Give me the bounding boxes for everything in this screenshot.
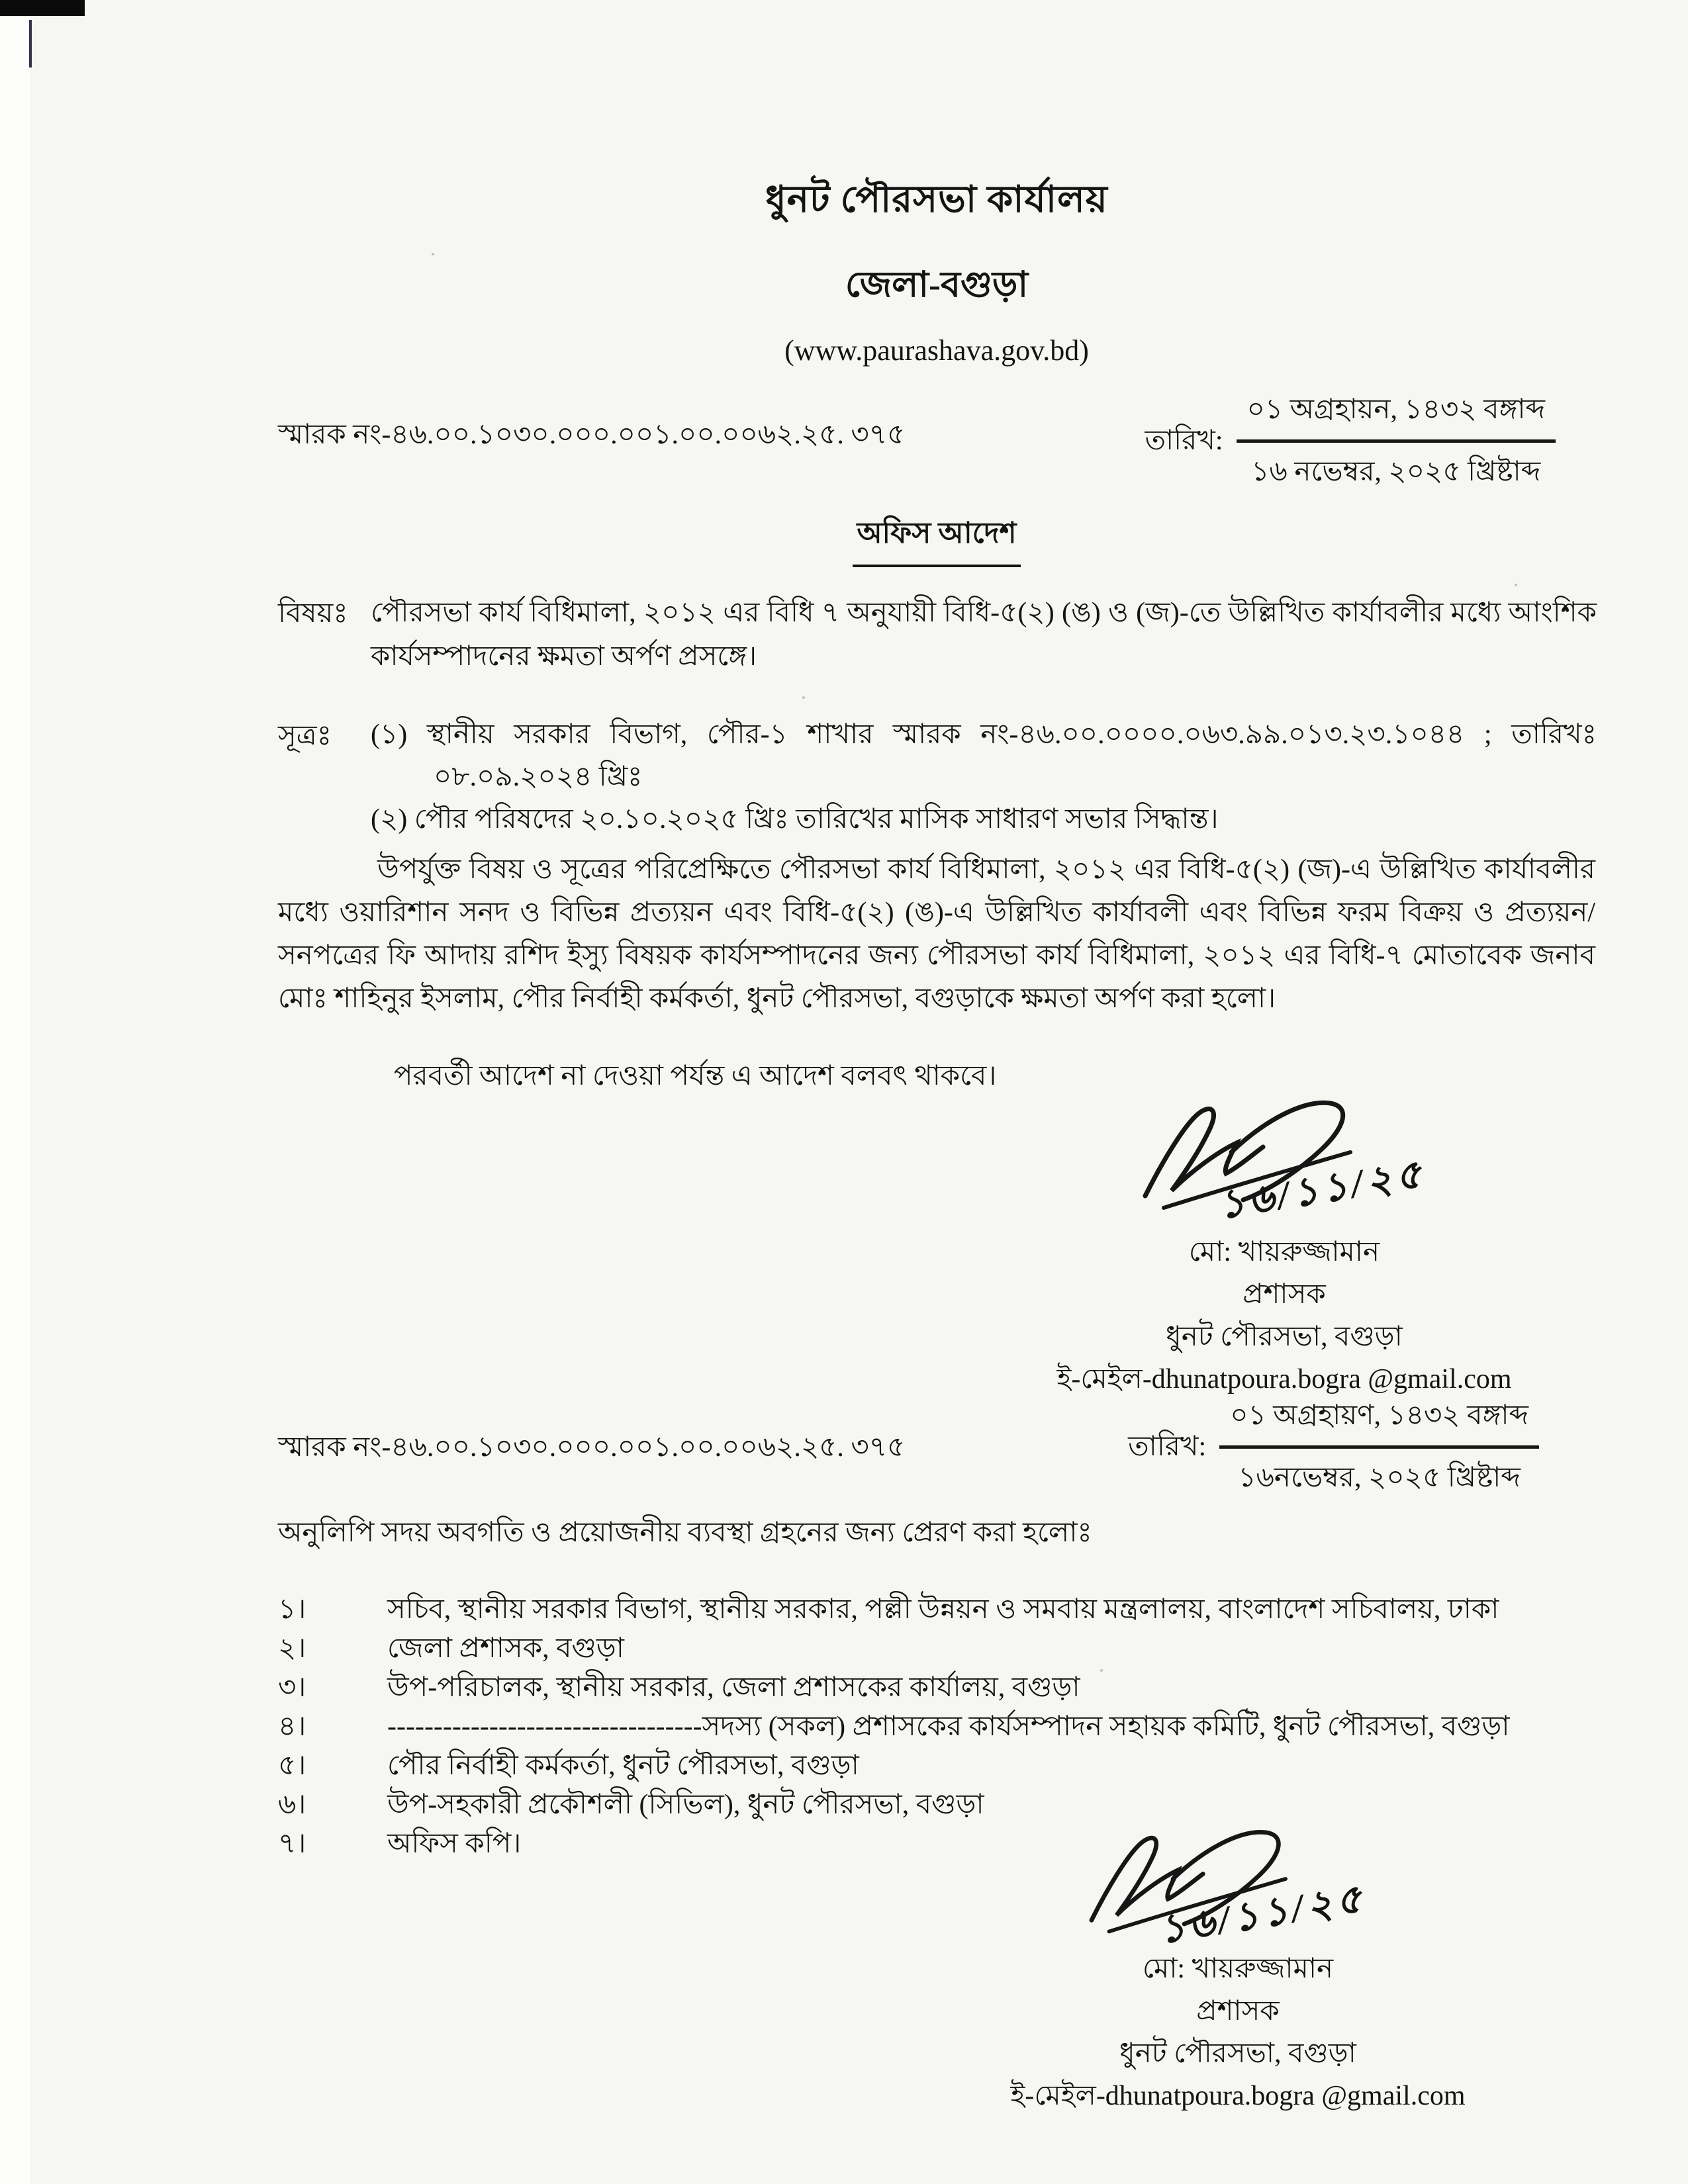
scan-edge-line-artifact xyxy=(29,20,32,68)
item-text: ----------------------------------সদস্য (সকল) প্রশাসকের কার্যসম্পাদন সহায়ক কমিটি, ধুনট পৌরসভা, বগুড়া xyxy=(387,1711,1510,1742)
signatory-email: ই-মেইল-dhunatpoura.bogra @gmail.com xyxy=(1056,1364,1512,1394)
office-order-title: অফিস আদেশ xyxy=(853,511,1020,567)
distribution-item xyxy=(278,1704,1599,1743)
signature-area xyxy=(1019,1095,1549,1231)
validity-line: পরবর্তী আদেশ না দেওয়া পর্যন্ত এ আদেশ বলবৎ থাকবে। xyxy=(394,1061,997,1091)
dust-speck xyxy=(1515,584,1517,586)
reference-item-1: (১) স্থানীয় সরকার বিভাগ, পৌর-১ শাখার স্মারক নং-৪৬.০০.০০০০.০৬৩.৯৯.০১৩.২৩.১০৪৪ ; তারিখঃ ০৮.০৯.২০২৪ খ্রিঃ xyxy=(371,719,1597,792)
item-number: ৫। xyxy=(278,1751,306,1781)
signatory-name: মো: খায়রুজ্জামান xyxy=(1142,1954,1334,1984)
date-fraction xyxy=(1237,387,1556,496)
reference-item-2: (২) পৌর পরিষদের ২০.১০.২০২৫ খ্রিঃ তারিখের মাসিক সাধারণ সভার সিদ্ধান্ত। xyxy=(371,804,1219,835)
dust-speck xyxy=(802,696,805,699)
date-label: তারিখ: xyxy=(1128,1432,1207,1462)
order-title-wrap xyxy=(278,511,1595,567)
item-number: ৩। xyxy=(278,1672,306,1703)
memo-row-1 xyxy=(278,387,1595,500)
item-number: ১। xyxy=(278,1594,306,1625)
signatory-name: মো: খায়রুজ্জামান xyxy=(1188,1237,1380,1267)
website-line: (www.paurashava.gov.bd) xyxy=(784,334,1089,367)
signature-date: ১৬/১১/২৫ xyxy=(1215,1151,1429,1228)
date-label: তারিখ: xyxy=(1145,426,1223,456)
memo-number: স্মারক নং-৪৬.০০.১০৩০.০০০.০০১.০০.০০৬২.২৫. ৩৭৫ xyxy=(278,420,906,450)
distribution-list xyxy=(278,1587,1599,1860)
date-bangla-calendar: ০১ অগ্রহায়ণ, ১৪৩২ বঙ্গাব্দ xyxy=(1219,1393,1539,1449)
signatory-designation: প্রশাসক xyxy=(1243,1279,1326,1310)
memo-row-2 xyxy=(278,1393,1595,1506)
signatory-email: ই-মেইল-dhunatpoura.bogra @gmail.com xyxy=(1010,2081,1466,2111)
subject-row xyxy=(278,591,1597,678)
district-line: জেলা-বগুড়া xyxy=(845,265,1029,304)
office-name: ধুনট পৌরসভা কার্যালয় xyxy=(765,179,1108,220)
date-gregorian-calendar: ১৬নভেম্বর, ২০২৫ খ্রিষ্টাব্দ xyxy=(1238,1463,1521,1493)
item-text: অফিস কপি। xyxy=(387,1829,522,1859)
reference-label: সূত্রঃ xyxy=(278,721,332,751)
signature-date: ১৬/১১/২৫ xyxy=(1156,1876,1369,1952)
item-number: ৬। xyxy=(278,1790,306,1820)
item-text: উপ-পরিচালক, স্থানীয় সরকার, জেলা প্রশাসকের কার্যালয়, বগুড়া xyxy=(387,1672,1080,1703)
scanner-edge-strip xyxy=(0,0,30,2184)
item-number: ২। xyxy=(278,1633,306,1664)
distribution-item xyxy=(278,1587,1599,1626)
distribution-item xyxy=(278,1782,1599,1821)
distribution-item xyxy=(278,1665,1599,1704)
date-fraction xyxy=(1219,1393,1539,1502)
signature-block-2 xyxy=(960,1825,1516,2117)
date-block-1 xyxy=(1145,387,1556,496)
date-block-2 xyxy=(1128,1393,1539,1502)
references-row xyxy=(278,713,1597,841)
date-bangla-calendar: ০১ অগ্রহায়ন, ১৪৩২ বঙ্গাব্দ xyxy=(1237,387,1556,443)
signatory-designation: প্রশাসক xyxy=(1196,1996,1280,2026)
item-number: ৪। xyxy=(278,1711,306,1742)
subject-label: বিষয়ঃ xyxy=(278,598,348,629)
body-paragraph: উপর্যুক্ত বিষয় ও সূত্রের পরিপ্রেক্ষিতে পৌরসভা কার্য বিধিমালা, ২০১২ এর বিধি-৫(২) (জ)-এ উল্লিখিত কার্যাবলীর মধ্যে ওয়ারিশান সনদ ও বিভিন্ন প্রত্যয়ন এবং বিধি-৫(২) (ঙ)-এ উল্লিখিত কার্যাবলী এবং বিভিন্ন ফরম বিক্রয় ও প্রত্যয়ন/সনপত্রের ফি আদায় রশিদ ইস্যু বিষয়ক কার্যসম্পাদনের জন্য পৌরসভা কার্য বিধিমালা, ২০১২ এর বিধি-৭ মোতাবেক জনাব মোঃ শাহিনুর ইসলাম, পৌর নির্বাহী কর্মকর্তা, ধুনট পৌরসভা, বগুড়াকে ক্ষমতা অর্পণ করা হলো। xyxy=(278,854,1595,1014)
memo-number: স্মারক নং-৪৬.০০.১০৩০.০০০.০০১.০০.০০৬২.২৫. ৩৭৫ xyxy=(278,1432,906,1463)
item-text: সচিব, স্থানীয় সরকার বিভাগ, স্থানীয় সরকার, পল্লী উন্নয়ন ও সমবায় মন্ত্রলালয়, বাংলাদেশ সচিবালয়, ঢাকা xyxy=(387,1594,1499,1625)
item-text: পৌর নির্বাহী কর্মকর্তা, ধুনট পৌরসভা, বগুড়া xyxy=(387,1751,859,1781)
distribution-item xyxy=(278,1743,1599,1782)
item-number: ৭। xyxy=(278,1829,306,1859)
item-text: জেলা প্রশাসক, বগুড়া xyxy=(387,1633,624,1664)
signature-block-1 xyxy=(1019,1095,1549,1400)
distribution-item xyxy=(278,1626,1599,1665)
signature-area xyxy=(960,1825,1516,1952)
scan-corner-artifact xyxy=(0,0,85,16)
subject-text: পৌরসভা কার্য বিধিমালা, ২০১২ এর বিধি ৭ অনুযায়ী বিধি-৫(২) (ঙ) ও (জ)-তে উল্লিখিত কার্যাবলীর মধ্যে আংশিক কার্যসম্পাদনের ক্ষমতা অর্পণ প্রসঙ্গে। xyxy=(371,598,1597,672)
letterhead xyxy=(278,171,1595,367)
reference-list xyxy=(371,713,1597,841)
date-gregorian-calendar: ১৬ নভেম্বর, ২০২৫ খ্রিষ্টাব্দ xyxy=(1251,457,1541,487)
signatory-organization: ধুনট পৌরসভা, বগুড়া xyxy=(1166,1322,1403,1352)
distribution-heading: অনুলিপি সদয় অবগতি ও প্রয়োজনীয় ব্যবস্থা গ্রহনের জন্য প্রেরণ করা হলোঃ xyxy=(278,1518,1092,1548)
signatory-organization: ধুনট পৌরসভা, বগুড়া xyxy=(1119,2038,1356,2069)
item-text: উপ-সহকারী প্রকৌশলী (সিভিল), ধুনট পৌরসভা, বগুড়া xyxy=(387,1790,984,1820)
